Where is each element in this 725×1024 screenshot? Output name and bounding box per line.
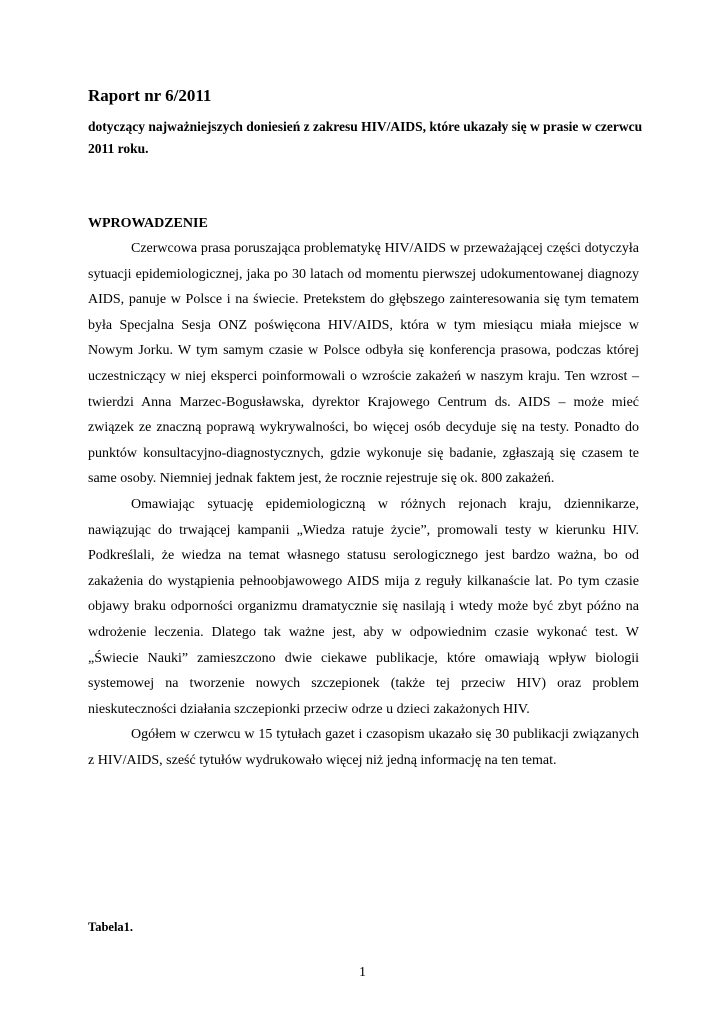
report-title: Raport nr 6/2011 bbox=[88, 86, 212, 105]
paragraph-epidemiology: Czerwcowa prasa poruszająca problematykę HIV/AIDS w przeważającej części dotyczyła sytuacji epidemiologicznej, jaka po 30 latach od momentu pierwszej udokumentowanej diagnozy AIDS, panuje w Polsce i na świecie. Pretekstem do głębszego zainteresowania się tym tematem była Specjalna Sesja ONZ poświęcona HIV/AIDS, która w tym miesiącu miała miejsce w Nowym Jorku. W tym samym czasie w Polsce odbyła się konferencja prasowa, podczas której uczestniczący w niej eksperci poinformowali o wzroście zakażeń w naszym kraju. Ten wzrost – twierdzi Anna Marzec-Bogusławska, dyrektor Krajowego Centrum ds. AIDS – może mieć związek ze znaczną poprawą wykrywalności, bo więcej osób decyduje się na testy. Ponadto do punktów konsultacyjno-diagnostycznych, gdzie wykonuje się badanie, zgłaszają się czasem te same osoby. Niemniej jednak faktem jest, że rocznie rejestruje się ok. 800 zakażeń. bbox=[88, 241, 639, 487]
paragraph-testing-campaign: Omawiając sytuację epidemiologiczną w różnych rejonach kraju, dziennikarze, nawiązując do trwającej kampanii „Wiedza ratuje życie”, promowali testy w kierunku HIV. Podkreślali, że wiedza na temat własnego statusu serologicznego jest bardzo ważna, bo od zakażenia do wystąpienia pełnoobjawowego AIDS mija z reguły kilkanaście lat. Po tym czasie objawy braku odporności organizmu dramatycznie się nasilają i wtedy może być zbyt późno na wdrożenie leczenia. Dlatego tak ważne jest, aby w odpowiednim czasie wykonać test. W „Świecie Nauki” zamieszczono dwie ciekawe publikacje, które omawiają wpływ biologii systemowej na tworzenie nowych szczepionek (także tej przeciw HIV) oraz problem nieskuteczności działania szczepionki przeciw odrze u dzieci zakażonych HIV. bbox=[88, 496, 639, 717]
table-label: Tabela1. bbox=[88, 920, 134, 934]
paragraph-publication-summary: Ogółem w czerwcu w 15 tytułach gazet i czasopism ukazało się 30 publikacji związanych z HIV/AIDS, sześć tytułów wydrukowało więcej niż jedną informację na ten temat. bbox=[88, 727, 639, 768]
introduction-body bbox=[88, 236, 639, 773]
page-number: 1 bbox=[359, 965, 366, 980]
report-subtitle: dotyczący najważniejszych doniesień z zakresu HIV/AIDS, które ukazały się w prasie w czerwcu 2011 roku. bbox=[88, 119, 643, 156]
section-heading-introduction: WPROWADZENIE bbox=[88, 216, 208, 231]
